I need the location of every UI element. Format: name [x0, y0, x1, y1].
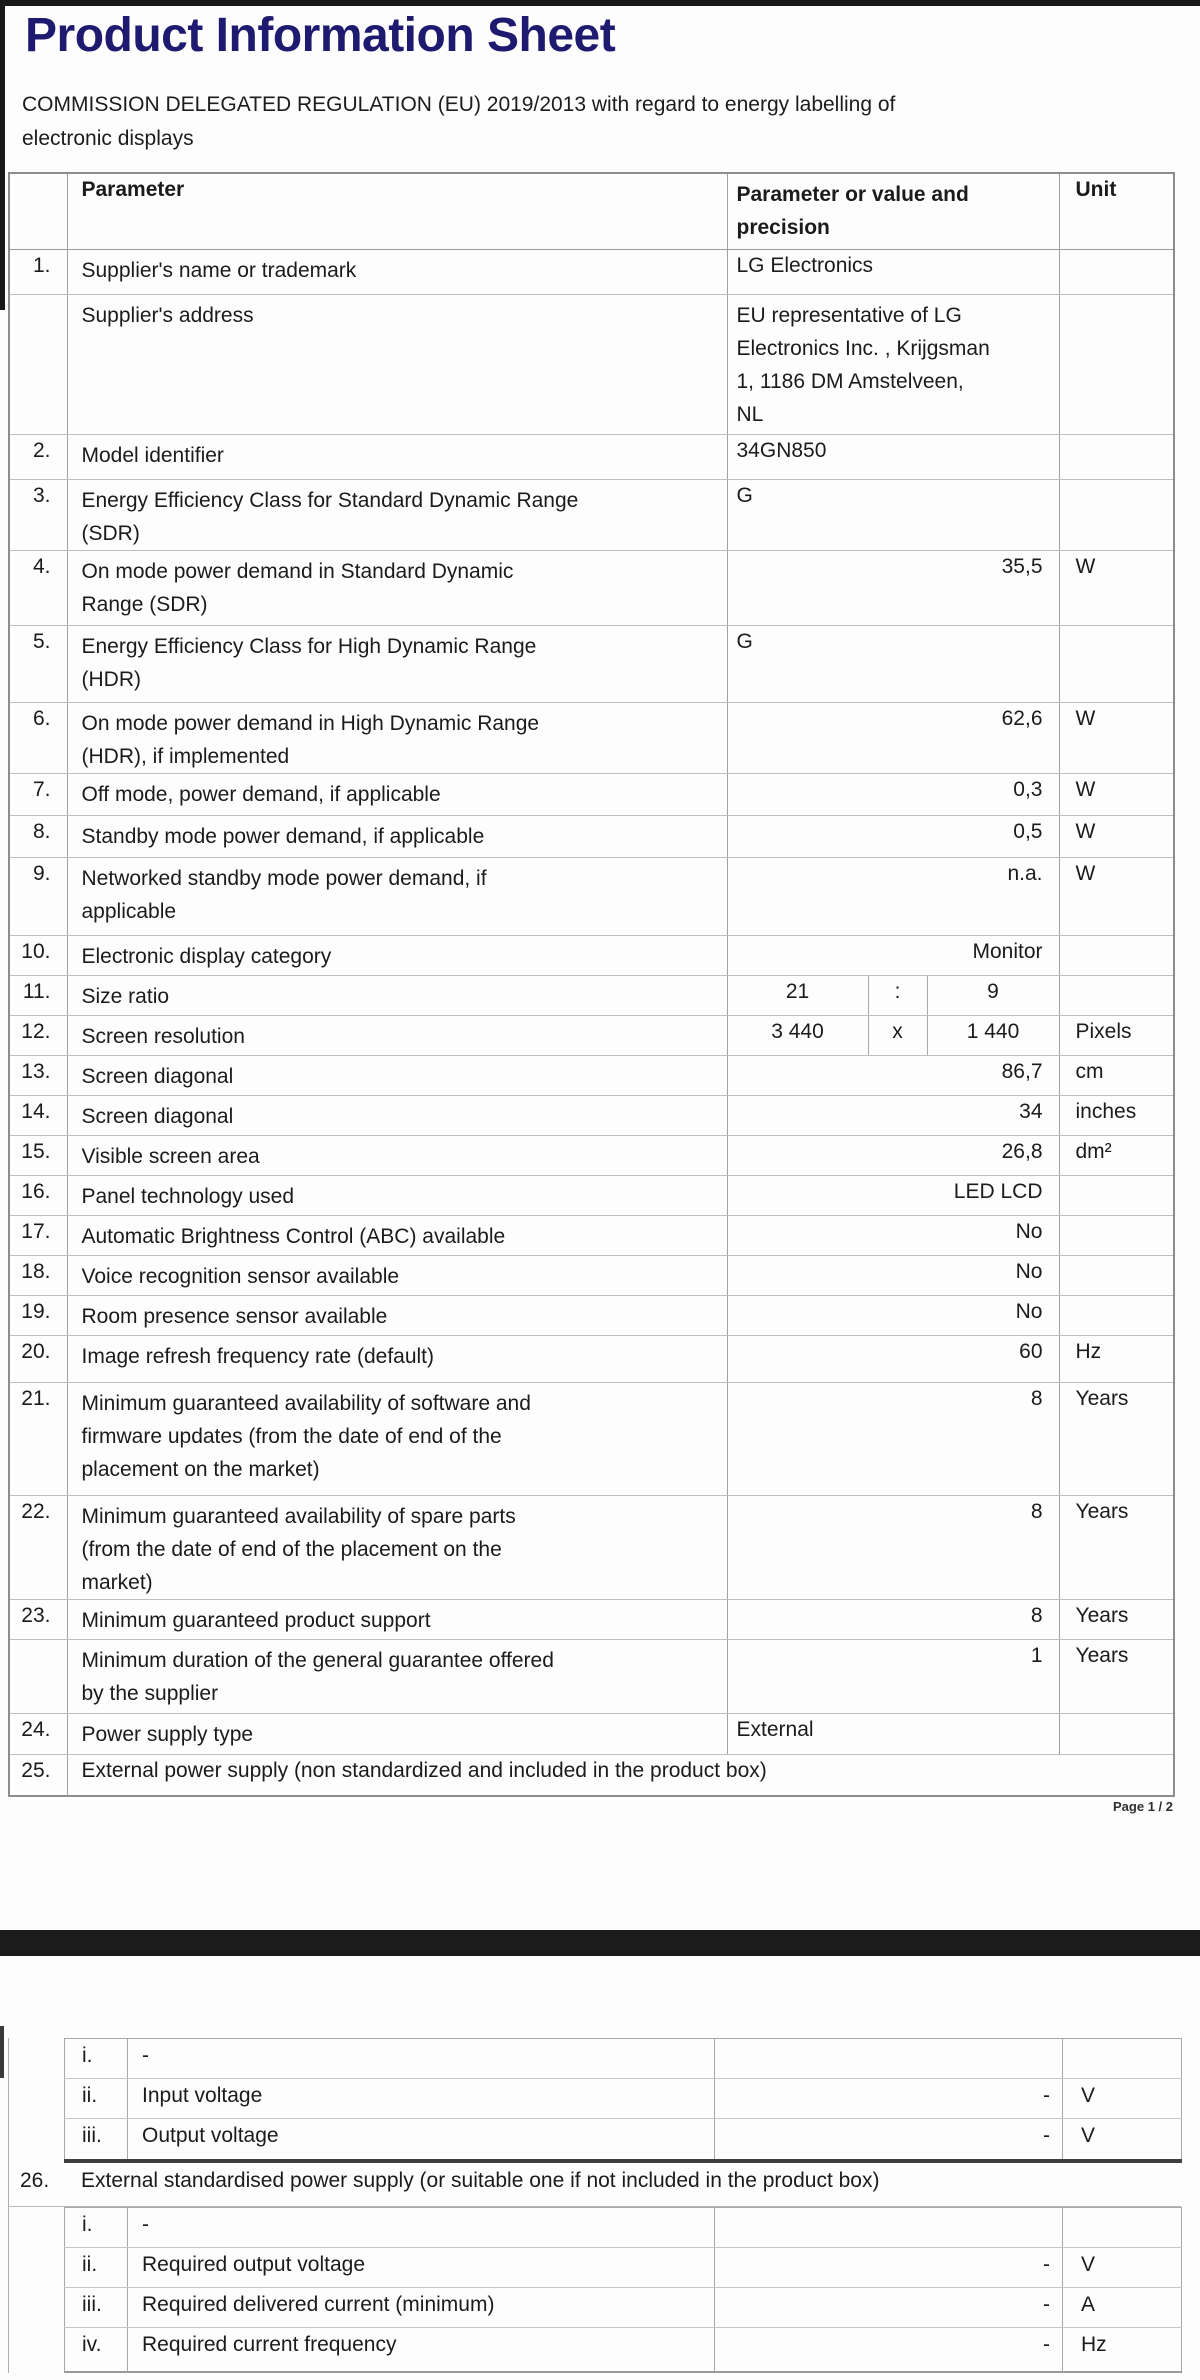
table-row	[65, 2327, 1182, 2372]
value-sub-columns	[728, 1016, 1059, 1055]
value-sub-columns	[728, 976, 1059, 1015]
roman-numeral-cell: iii.	[65, 2119, 128, 2161]
table-row	[9, 1495, 1174, 1599]
value-cell: 8	[727, 1382, 1059, 1495]
table-row	[9, 1639, 1174, 1713]
table-row	[9, 1135, 1174, 1175]
parameter-text: placement on the market)	[81, 1457, 320, 1481]
table-header-row	[9, 173, 1174, 249]
parameter-cell	[67, 294, 727, 434]
table-row	[9, 773, 1174, 815]
parameter-cell	[67, 1175, 727, 1215]
parameter-text: Model identifier	[81, 443, 224, 467]
value-cell: 26,8	[727, 1135, 1059, 1175]
value-cell: LED LCD	[727, 1175, 1059, 1215]
unit-cell: Hz	[1059, 1335, 1174, 1382]
parameter-cell: Required current frequency	[128, 2327, 715, 2372]
external-power-supply-table	[64, 2038, 1182, 2163]
value-sub-right: 9	[987, 979, 999, 1003]
unit-cell: Hz	[1063, 2327, 1182, 2372]
table-row	[9, 1599, 1174, 1639]
parameter-text: by the supplier	[81, 1681, 219, 1705]
value-sub-mid: :	[868, 976, 928, 1015]
value-cell: 60	[727, 1335, 1059, 1382]
value-text: 1, 1186 DM Amstelveen,	[736, 369, 964, 393]
table-row	[9, 1335, 1174, 1382]
unit-cell	[1059, 1713, 1174, 1754]
parameter-text: (HDR), if implemented	[81, 744, 290, 768]
parameter-text: Standby mode power demand, if applicable	[81, 824, 485, 848]
row-number-cell: 4.	[9, 550, 67, 625]
row-number-cell: 19.	[9, 1295, 67, 1335]
parameter-text: (SDR)	[81, 521, 140, 545]
value-sub-left: 3 440	[771, 1019, 824, 1043]
parameter-text: Energy Efficiency Class for Standard Dynamic Range	[81, 488, 579, 512]
table-row	[9, 935, 1174, 975]
unit-cell	[1059, 935, 1174, 975]
unit-cell: W	[1059, 857, 1174, 935]
parameter-text: Minimum guaranteed product support	[81, 1608, 431, 1632]
parameter-cell	[67, 1495, 727, 1599]
row-number-cell: 8.	[9, 815, 67, 857]
table-row	[9, 434, 1174, 479]
row-number-cell: 15.	[9, 1135, 67, 1175]
unit-cell: V	[1063, 2119, 1182, 2161]
unit-cell	[1059, 249, 1174, 294]
roman-numeral-cell: i.	[65, 2039, 128, 2079]
parameter-cell	[67, 550, 727, 625]
row-number-cell: 22.	[9, 1495, 67, 1599]
parameter-cell	[67, 1055, 727, 1095]
parameter-text: Electronic display category	[81, 944, 332, 968]
parameter-text: Minimum guaranteed availability of software and	[81, 1391, 531, 1415]
row-number-cell: 20.	[9, 1335, 67, 1382]
row-number-cell: 18.	[9, 1255, 67, 1295]
parameter-text: Image refresh frequency rate (default)	[81, 1344, 435, 1368]
value-cell	[727, 1015, 1059, 1055]
row-number-cell: 5.	[9, 625, 67, 702]
row-number-cell: 11.	[9, 975, 67, 1015]
value-cell: 86,7	[727, 1055, 1059, 1095]
value-cell: -	[715, 2079, 1063, 2119]
value-text: NL	[736, 402, 764, 426]
parameter-cell	[67, 1015, 727, 1055]
value-cell: 34	[727, 1095, 1059, 1135]
table-row	[9, 857, 1174, 935]
value-sub-right: 1 440	[966, 1019, 1020, 1043]
unit-cell	[1059, 434, 1174, 479]
unit-cell	[1059, 1215, 1174, 1255]
table-row	[9, 1055, 1174, 1095]
unit-cell	[1063, 2039, 1182, 2079]
value-cell: 35,5	[727, 550, 1059, 625]
parameter-cell: External power supply (non standardized and included in the product box)	[67, 1754, 1174, 1796]
roman-numeral-cell: ii.	[65, 2079, 128, 2119]
parameter-cell	[67, 1255, 727, 1295]
row-number-cell: 7.	[9, 773, 67, 815]
unit-cell: V	[1063, 2079, 1182, 2119]
row-number-cell: 3.	[9, 479, 67, 550]
unit-cell	[1063, 2207, 1182, 2247]
parameter-text: Off mode, power demand, if applicable	[81, 782, 441, 806]
page-separator	[0, 1930, 1200, 1956]
row-number-cell: 10.	[9, 935, 67, 975]
unit-cell	[1059, 625, 1174, 702]
table-row	[9, 294, 1174, 434]
value-text: EU representative of LG	[736, 303, 962, 327]
parameter-text: Panel technology used	[81, 1184, 294, 1208]
value-cell: -	[715, 2287, 1063, 2327]
parameter-text: (from the date of end of the placement on the	[81, 1537, 502, 1561]
value-cell: 62,6	[727, 702, 1059, 773]
value-cell: No	[727, 1255, 1059, 1295]
parameter-cell	[67, 773, 727, 815]
value-cell	[715, 2039, 1063, 2079]
table-row	[9, 1754, 1174, 1796]
value-cell: 8	[727, 1599, 1059, 1639]
subtitle-line: electronic displays	[22, 127, 194, 150]
column-header-value-line: precision	[736, 216, 830, 239]
unit-cell: Years	[1059, 1495, 1174, 1599]
value-cell: No	[727, 1295, 1059, 1335]
parameter-text: Room presence sensor available	[81, 1304, 388, 1328]
parameter-cell: Required output voltage	[128, 2247, 715, 2287]
unit-cell	[1059, 294, 1174, 434]
standardised-power-supply-table	[64, 2207, 1182, 2374]
roman-numeral-cell: i.	[65, 2207, 128, 2247]
value-cell: n.a.	[727, 857, 1059, 935]
row-number-cell: 2.	[9, 434, 67, 479]
unit-cell	[1059, 975, 1174, 1015]
parameter-text: Screen resolution	[81, 1024, 245, 1048]
value-cell: No	[727, 1215, 1059, 1255]
unit-cell	[1059, 1175, 1174, 1215]
parameter-text: Size ratio	[81, 984, 170, 1008]
table-row	[9, 479, 1174, 550]
value-cell	[727, 294, 1059, 434]
row-number-cell: 1.	[9, 249, 67, 294]
row-number-cell: 25.	[9, 1754, 67, 1796]
parameter-text: Energy Efficiency Class for High Dynamic Range	[81, 634, 537, 658]
value-cell: -	[715, 2327, 1063, 2372]
value-sub-left: 21	[785, 979, 810, 1003]
table-row	[9, 1215, 1174, 1255]
row-number-cell: 16.	[9, 1175, 67, 1215]
parameter-text: Supplier's address	[81, 303, 254, 327]
row-number-cell: 9.	[9, 857, 67, 935]
table-row	[9, 815, 1174, 857]
table-row	[9, 702, 1174, 773]
table-row	[9, 1713, 1174, 1754]
table-row	[65, 2287, 1182, 2327]
document-title: Product Information Sheet	[25, 9, 616, 62]
document-subtitle	[22, 88, 1142, 156]
value-cell: External	[727, 1713, 1059, 1754]
column-header-value-line: Parameter or value and	[736, 183, 969, 206]
parameter-text: (HDR)	[81, 667, 141, 691]
value-cell: G	[727, 625, 1059, 702]
page2-table-section	[8, 2038, 1181, 2373]
table-row	[9, 1382, 1174, 1495]
table-row	[9, 625, 1174, 702]
value-cell: -	[715, 2247, 1063, 2287]
unit-cell: Pixels	[1059, 1015, 1174, 1055]
parameter-cell	[67, 1295, 727, 1335]
row-number-cell: 21.	[9, 1382, 67, 1495]
value-cell: -	[715, 2119, 1063, 2161]
unit-cell: W	[1059, 702, 1174, 773]
unit-cell: W	[1059, 815, 1174, 857]
table-row	[9, 1175, 1174, 1215]
parameter-text: Visible screen area	[81, 1144, 260, 1168]
parameter-text: Power supply type	[81, 1722, 254, 1746]
parameter-text: On mode power demand in Standard Dynamic	[81, 559, 514, 583]
parameter-text: Supplier's name or trademark	[81, 258, 357, 282]
table-row	[9, 1255, 1174, 1295]
unit-cell: V	[1063, 2247, 1182, 2287]
page-number: Page 1 / 2	[1113, 1799, 1173, 1814]
row-number-cell	[9, 1639, 67, 1713]
unit-cell: W	[1059, 773, 1174, 815]
parameter-cell	[67, 702, 727, 773]
parameter-cell: Required delivered current (minimum)	[128, 2287, 715, 2327]
parameter-cell	[67, 1095, 727, 1135]
unit-cell: A	[1063, 2287, 1182, 2327]
parameter-cell	[67, 1599, 727, 1639]
row-number-cell: 6.	[9, 702, 67, 773]
value-cell: 1	[727, 1639, 1059, 1713]
parameter-cell: -	[128, 2039, 715, 2079]
parameter-text: Networked standby mode power demand, if	[81, 866, 487, 890]
parameter-cell	[67, 1335, 727, 1382]
table-row	[65, 2079, 1182, 2119]
row-number-cell: 23.	[9, 1599, 67, 1639]
parameter-cell	[67, 1382, 727, 1495]
column-header-value	[727, 173, 1059, 249]
parameter-cell	[67, 935, 727, 975]
value-cell	[715, 2207, 1063, 2247]
scan-artifact-left-mark	[0, 2026, 4, 2078]
roman-numeral-cell: iii.	[65, 2287, 128, 2327]
parameter-cell	[67, 857, 727, 935]
value-cell: G	[727, 479, 1059, 550]
parameter-cell: -	[128, 2207, 715, 2247]
roman-numeral-cell: ii.	[65, 2247, 128, 2287]
table-row	[65, 2039, 1182, 2079]
parameter-text: Minimum guaranteed availability of spare parts	[81, 1504, 516, 1528]
column-header-number	[9, 173, 67, 249]
parameter-text: applicable	[81, 899, 177, 923]
table-row	[9, 550, 1174, 625]
parameter-cell	[67, 1215, 727, 1255]
parameter-cell: Input voltage	[128, 2079, 715, 2119]
unit-cell: Years	[1059, 1639, 1174, 1713]
value-text: Electronics Inc. , Krijgsman	[736, 336, 990, 360]
table-row	[65, 2207, 1182, 2247]
parameter-text: Range (SDR)	[81, 592, 208, 616]
unit-cell	[1059, 1255, 1174, 1295]
parameter-cell	[67, 815, 727, 857]
value-cell	[727, 975, 1059, 1015]
unit-cell: W	[1059, 550, 1174, 625]
scan-artifact-left-edge	[0, 0, 5, 310]
table-row	[65, 2119, 1182, 2161]
parameter-text: firmware updates (from the date of end of the	[81, 1424, 502, 1448]
row-number-cell: 17.	[9, 1215, 67, 1255]
table-row	[9, 1015, 1174, 1055]
parameter-cell	[67, 434, 727, 479]
parameter-cell	[67, 479, 727, 550]
parameter-text: Screen diagonal	[81, 1104, 234, 1128]
value-cell: LG Electronics	[727, 249, 1059, 294]
scan-artifact-top-edge	[0, 0, 1200, 6]
value-cell: 34GN850	[727, 434, 1059, 479]
unit-cell: Years	[1059, 1599, 1174, 1639]
table-row	[65, 2247, 1182, 2287]
value-sub-mid: x	[868, 1016, 928, 1055]
column-header-parameter: Parameter	[67, 173, 727, 249]
parameter-cell: External standardised power supply (or suitable one if not included in the product box)	[81, 2168, 880, 2192]
row-number-cell: 24.	[9, 1713, 67, 1754]
unit-cell: cm	[1059, 1055, 1174, 1095]
row-number-cell: 26.	[20, 2168, 50, 2192]
parameter-text: Voice recognition sensor available	[81, 1264, 400, 1288]
unit-cell: dm²	[1059, 1135, 1174, 1175]
value-cell: 0,5	[727, 815, 1059, 857]
parameter-text: Automatic Brightness Control (ABC) available	[81, 1224, 506, 1248]
parameter-cell	[67, 625, 727, 702]
product-parameters-table	[8, 172, 1175, 1797]
parameter-cell	[67, 975, 727, 1015]
parameter-text: On mode power demand in High Dynamic Range	[81, 711, 540, 735]
unit-cell: Years	[1059, 1382, 1174, 1495]
parameter-text: Minimum duration of the general guarantee offered	[81, 1648, 554, 1672]
unit-cell	[1059, 479, 1174, 550]
parameter-text: market)	[81, 1570, 153, 1594]
row-number-cell: 13.	[9, 1055, 67, 1095]
roman-numeral-cell: iv.	[65, 2327, 128, 2372]
subtitle-line: COMMISSION DELEGATED REGULATION (EU) 2019/2013 with regard to energy labelling of	[22, 93, 896, 116]
parameter-cell	[67, 249, 727, 294]
row-number-cell	[9, 294, 67, 434]
value-cell: 0,3	[727, 773, 1059, 815]
row-number-cell: 14.	[9, 1095, 67, 1135]
column-header-unit: Unit	[1059, 173, 1174, 249]
parameter-cell	[67, 1713, 727, 1754]
parameter-cell	[67, 1135, 727, 1175]
table-row	[9, 975, 1174, 1015]
row-number-cell: 12.	[9, 1015, 67, 1055]
unit-cell	[1059, 1295, 1174, 1335]
value-cell: Monitor	[727, 935, 1059, 975]
table-row	[9, 1295, 1174, 1335]
unit-cell: inches	[1059, 1095, 1174, 1135]
parameter-cell	[67, 1639, 727, 1713]
value-cell: 8	[727, 1495, 1059, 1599]
table-row	[9, 249, 1174, 294]
table-row	[9, 2163, 1181, 2207]
table-row	[9, 1095, 1174, 1135]
parameter-cell: Output voltage	[128, 2119, 715, 2161]
parameter-text: Screen diagonal	[81, 1064, 234, 1088]
